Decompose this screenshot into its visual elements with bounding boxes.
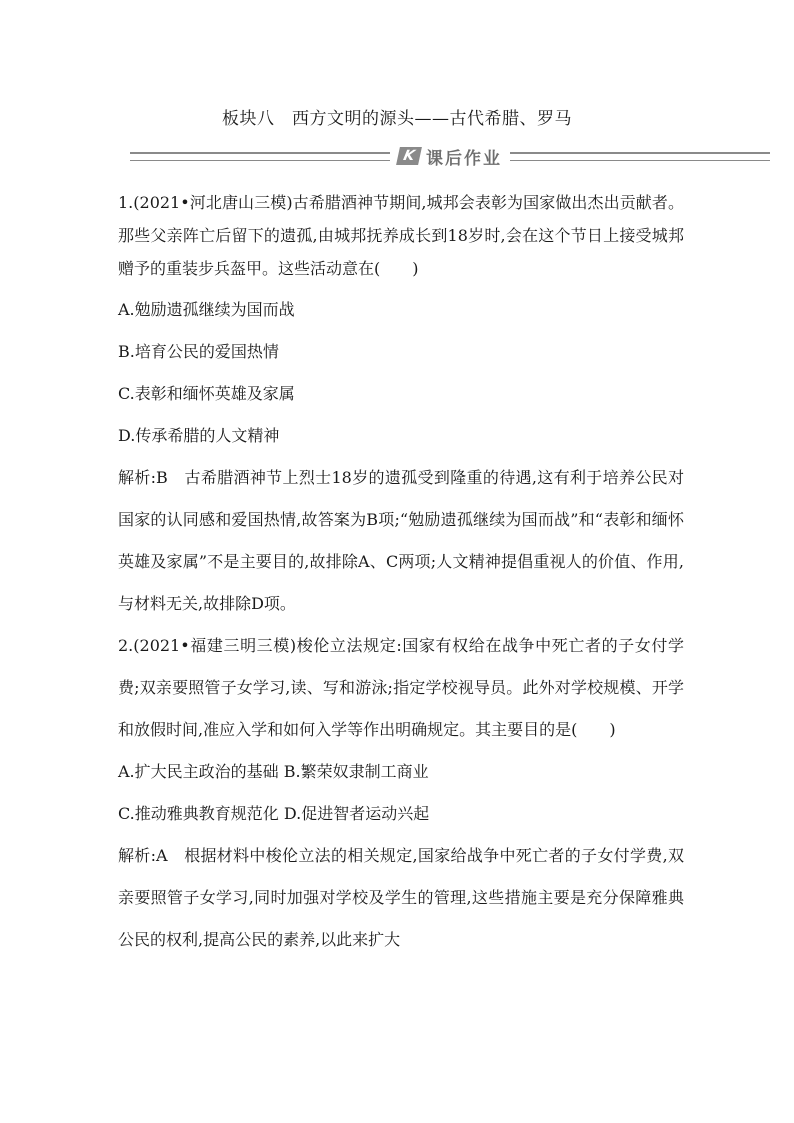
question-2-stem: 2.(2021•福建三明三模)梭伦立法规定:国家有权给在战争中死亡者的子女付学费;双亲要照管子女学习,读、写和游泳;指定学校视导员。此外对学校规模、开学和放假时间,准应入学和如何入学等作出明确规定。其主要目的是( ) [118, 636, 684, 739]
banner-center [390, 144, 510, 169]
question-1-option-a: A.勉励遗孤继续为国而战 [118, 300, 295, 319]
question-2-options-ab: A.扩大民主政治的基础 B.繁荣奴隶制工商业 [118, 762, 429, 781]
page-title: 板块八 西方文明的源头——古代希腊、罗马 [222, 109, 572, 129]
question-2-analysis: 解析:A 根据材料中梭伦立法的相关规定,国家给战争中死亡者的子女付学费,双亲要照管子女学习,同时加强对学校及学生的管理,这些措施主要是充分保障雅典公民的权利,提高公民的素养,以此来扩大 [118, 846, 684, 949]
section-banner [130, 144, 770, 168]
question-1-analysis: 解析:B 古希腊酒神节上烈士18岁的遗孤受到隆重的待遇,这有利于培养公民对国家的认同感和爱国热情,故答案为B项;“勉励遗孤继续为国而战”和“表彰和缅怀英雄及家属”不是主要目的,故排除A、C两项;人文精神提倡重视人的价值、作用,与材料无关,故排除D项。 [118, 468, 684, 613]
question-1-option-d: D.传承希腊的人文精神 [118, 426, 280, 445]
question-1-stem: 1.(2021•河北唐山三模)古希腊酒神节期间,城邦会表彰为国家做出杰出贡献者。那些父亲阵亡后留下的遗孤,由城邦抚养成长到18岁时,会在这个节日上接受城邦赠予的重装步兵盔甲。这些活动意在( ) [118, 193, 684, 278]
banner-rule-right [510, 152, 770, 161]
question-1-option-b: B.培育公民的爱国热情 [118, 342, 279, 361]
question-content [118, 182, 684, 961]
k-logo-icon: K [396, 147, 422, 165]
banner-label: 课后作业 [426, 148, 502, 169]
question-1-option-c: C.表彰和缅怀英雄及家属 [118, 384, 295, 403]
banner-rule-left [130, 152, 390, 161]
question-2-options-cd: C.推动雅典教育规范化 D.促进智者运动兴起 [118, 804, 430, 823]
